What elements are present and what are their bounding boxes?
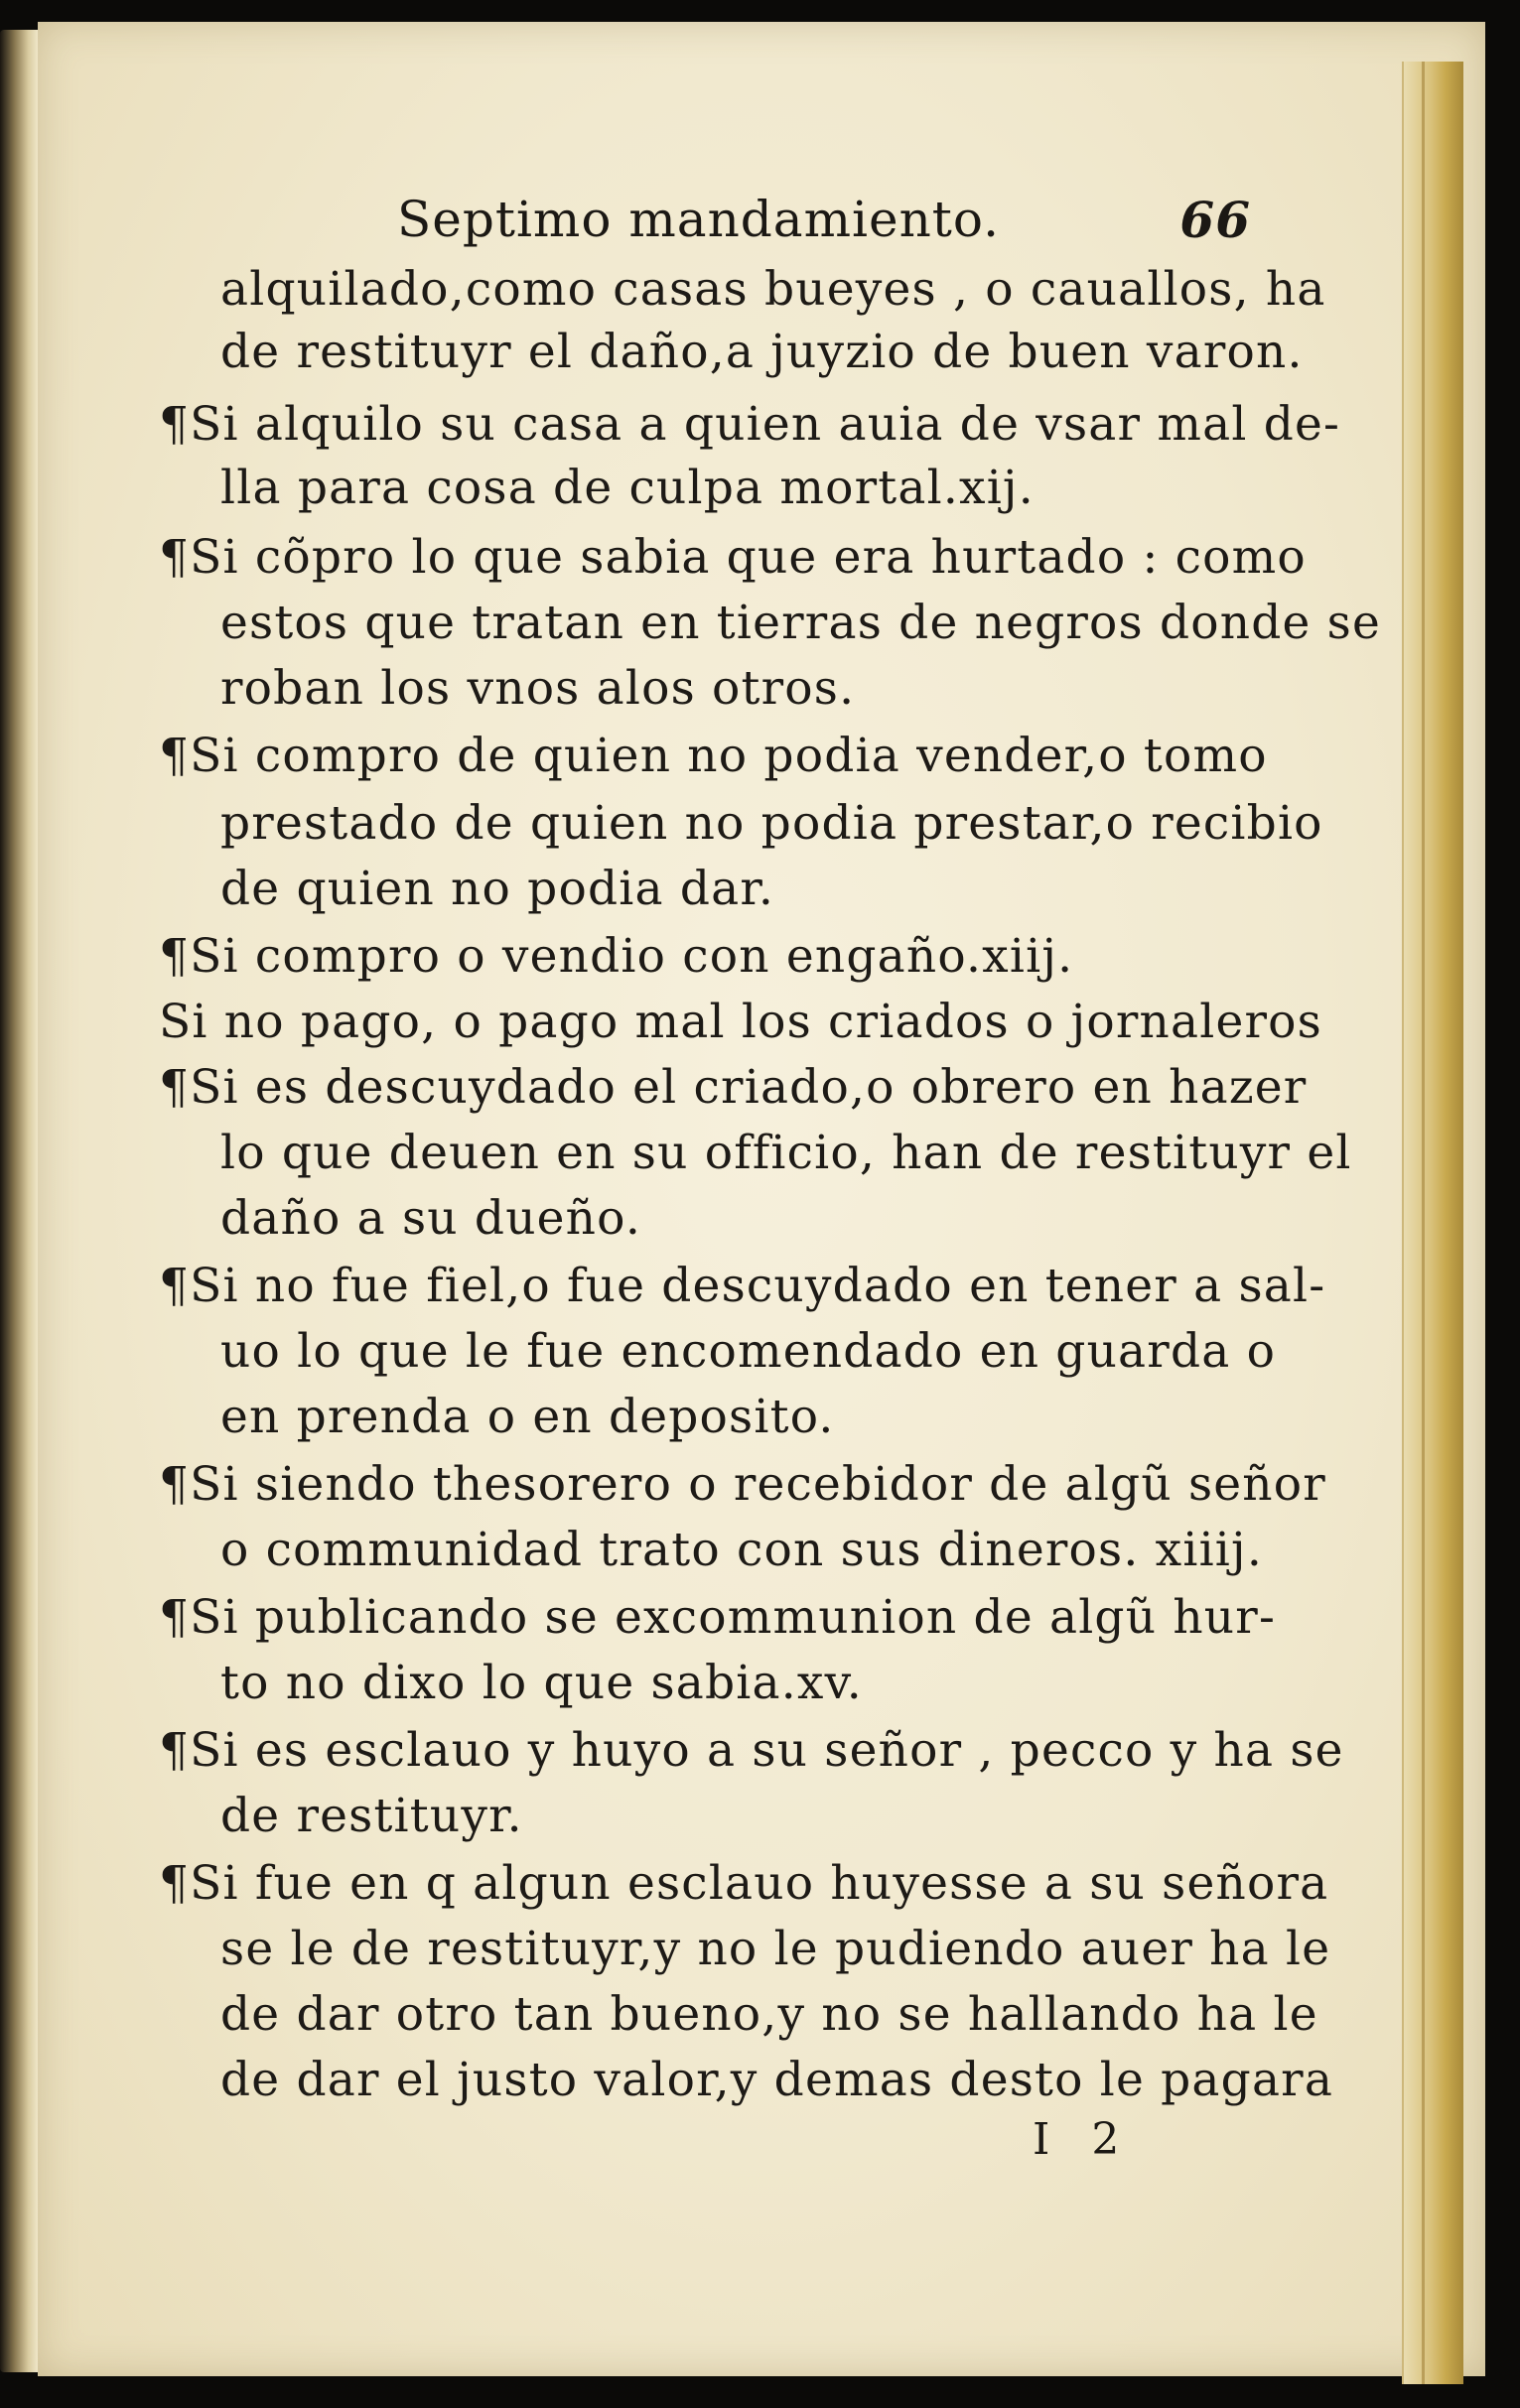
text-line: ¶Si es esclauo y huyo a su señor , pecco y ha se (159, 1723, 1344, 1778)
text-line: de quien no podia dar. (220, 862, 774, 916)
text-line: en prenda o en deposito. (220, 1390, 835, 1444)
text-line: Si no pago, o pago mal los criados o jornaleros (159, 995, 1322, 1049)
text-line: prestado de quien no podia prestar,o recibio (220, 796, 1323, 851)
text-line: de restituyr. (220, 1789, 523, 1843)
text-line: de dar el justo valor,y demas desto le pagara (220, 2053, 1334, 2107)
signature-mark: I 2 (1033, 2114, 1134, 2165)
page-fore-edge (1402, 62, 1463, 2384)
text-line: lo que deuen en su officio, han de restituyr el (220, 1126, 1352, 1180)
text-line: ¶Si siendo thesorero o recebidor de algũ señor (159, 1457, 1326, 1512)
text-line: de dar otro tan bueno,y no se hallando ha le (220, 1987, 1318, 2042)
running-head (397, 191, 1251, 260)
text-line: se le de restituyr,y no le pudiendo auer ha le (220, 1922, 1331, 1976)
text-line: ¶Si compro o vendio con engaño.xiij. (159, 929, 1074, 984)
text-line: estos que tratan en tierras de negros donde se (220, 596, 1382, 650)
text-line: ¶Si fue en q algun esclauo huyesse a su señora (159, 1856, 1329, 1911)
page-gutter-edge (0, 30, 38, 2372)
folio-number: 66 (1179, 191, 1251, 249)
text-line: lla para cosa de culpa mortal.xij. (220, 461, 1035, 515)
text-line: ¶Si no fue fiel,o fue descuydado en tener a sal- (159, 1259, 1326, 1313)
text-line: ¶Si es descuydado el criado,o obrero en hazer (159, 1060, 1308, 1115)
text-line: roban los vnos alos otros. (220, 661, 856, 716)
text-line: ¶Si compro de quien no podia vender,o tomo (159, 729, 1268, 783)
text-line: daño a su dueño. (220, 1191, 641, 1246)
text-line: de restituyr el daño,a juyzio de buen varon. (220, 325, 1304, 379)
running-head-title: Septimo mandamiento. (397, 191, 1000, 248)
text-line: ¶Si cõpro lo que sabia que era hurtado : como (159, 530, 1307, 585)
text-line: ¶Si alquilo su casa a quien auia de vsar mal de- (159, 397, 1341, 452)
text-line: alquilado,como casas bueyes , o cauallos, ha (220, 262, 1326, 317)
text-line: to no dixo lo que sabia.xv. (220, 1656, 863, 1710)
text-line: o communidad trato con sus dineros. xiiij. (220, 1523, 1263, 1577)
text-line: uo lo que le fue encomendado en guarda o (220, 1324, 1277, 1379)
text-line: ¶Si publicando se excommunion de algũ hur- (159, 1590, 1277, 1645)
